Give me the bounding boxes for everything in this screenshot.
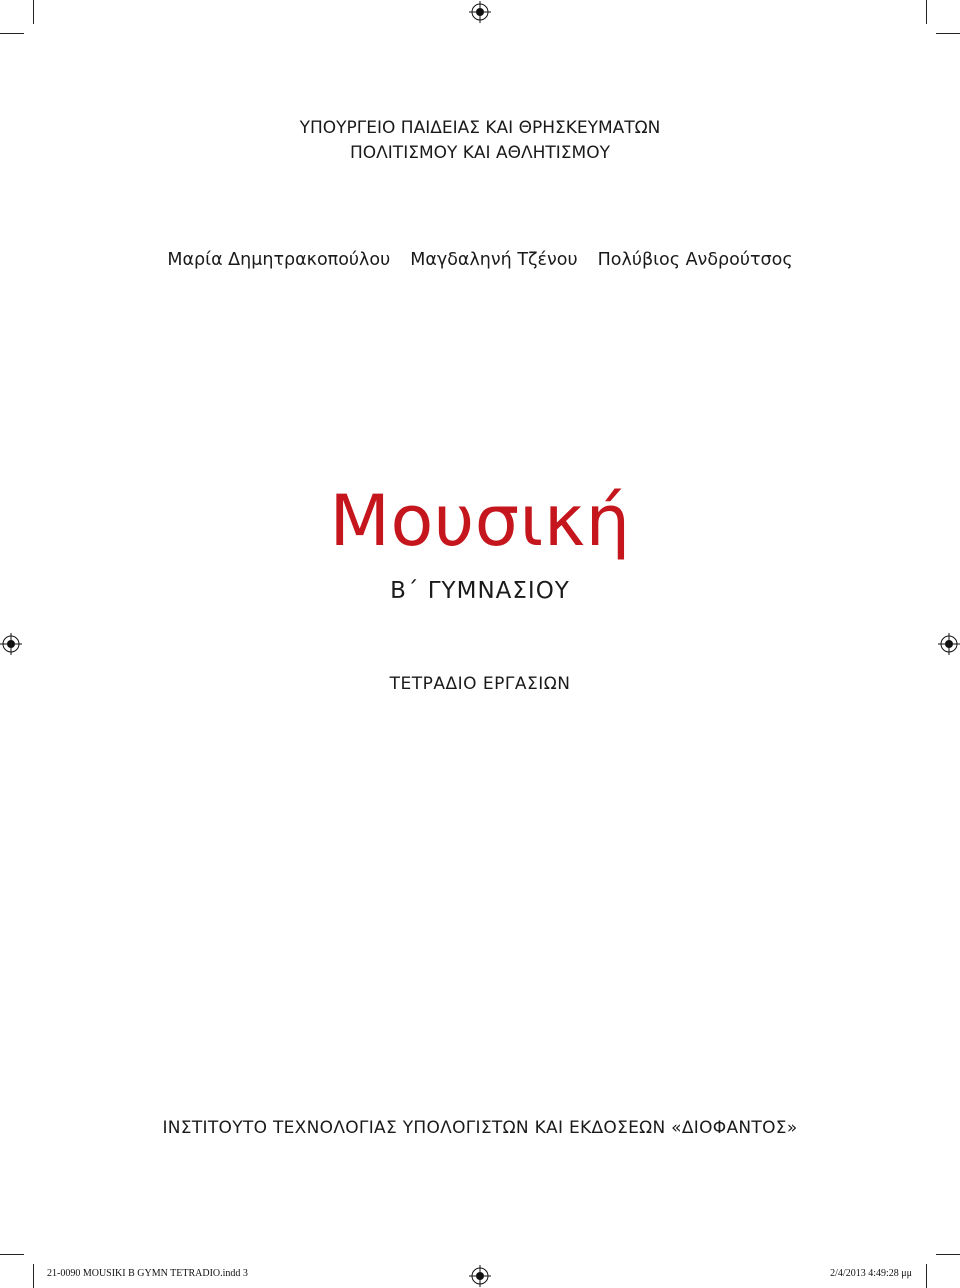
crop-mark-bottom-left-horizontal: [0, 1254, 24, 1255]
crop-mark-bottom-right-horizontal: [936, 1254, 960, 1255]
registration-target-icon: [938, 633, 960, 655]
book-title: Μουσική: [329, 480, 631, 562]
book-grade: Β΄ ΓΥΜΝΑΣΙΟΥ: [390, 578, 570, 604]
crop-mark-top-left-vertical: [33, 0, 34, 24]
print-slug-timestamp: 2/4/2013 4:49:28 μμ: [830, 1268, 912, 1279]
crop-mark-bottom-left-vertical: [33, 1264, 34, 1288]
book-type: ΤΕΤΡΑΔΙΟ ΕΡΓΑΣΙΩΝ: [389, 674, 571, 694]
crop-mark-top-left-horizontal: [0, 33, 24, 34]
registration-target-icon: [469, 1, 491, 23]
crop-mark-top-right-vertical: [926, 0, 927, 24]
author-name: Μαρία Δημητρακοπούλου: [167, 250, 391, 270]
ministry-line-2: ΠΟΛΙΤΙΣΜΟΥ ΚΑΙ ΑΘΛΗΤΙΣΜΟΥ: [350, 143, 610, 163]
author-name: Πολύβιος Ανδρούτσος: [597, 250, 793, 270]
crop-mark-top-right-horizontal: [936, 33, 960, 34]
author-list: [0, 250, 960, 270]
print-slug-file: 21-0090 MOUSIKI B GYMN TETRADIO.indd 3: [47, 1268, 248, 1279]
author-name: Μαγδαληνή Τζένου: [410, 250, 578, 270]
registration-target-icon: [0, 633, 22, 655]
registration-target-icon: [469, 1265, 491, 1287]
publisher: ΙΝΣΤΙΤΟΥΤΟ ΤΕΧΝΟΛΟΓΙΑΣ ΥΠΟΛΟΓΙΣΤΩΝ ΚΑΙ ΕΚΔΟΣΕΩΝ «ΔΙΟΦΑΝΤΟΣ»: [162, 1118, 798, 1138]
ministry-line-1: ΥΠΟΥΡΓΕΙΟ ΠΑΙΔΕΙΑΣ ΚΑΙ ΘΡΗΣΚΕΥΜΑΤΩΝ: [299, 118, 661, 138]
crop-mark-bottom-right-vertical: [926, 1264, 927, 1288]
